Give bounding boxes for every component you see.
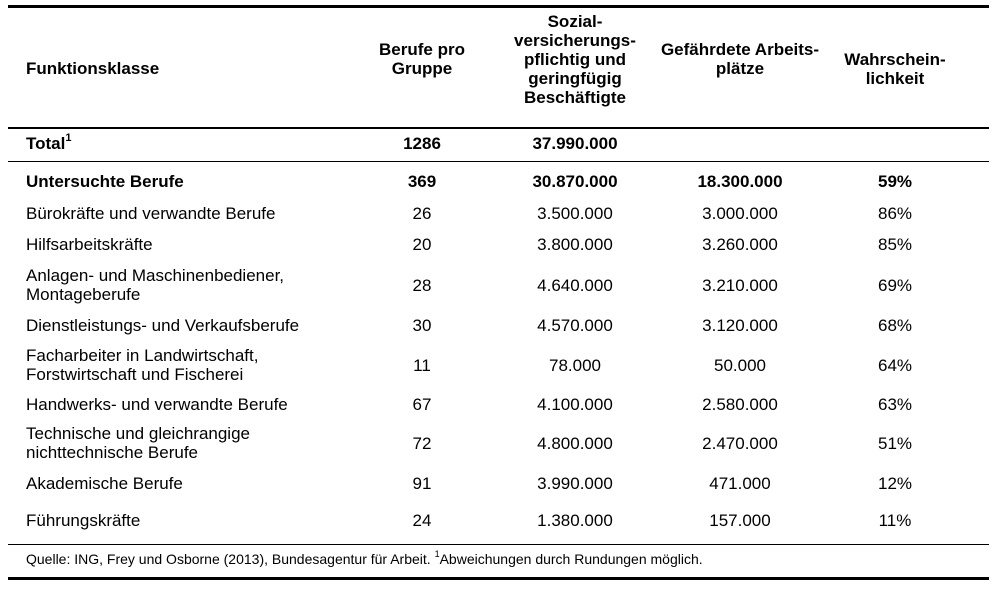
header-line: plätze	[715, 59, 765, 78]
row-label-line: Bürokräfte und verwandte Berufe	[26, 204, 276, 223]
row-wahrscheinlichkeit: 64%	[877, 356, 913, 375]
header-line: Berufe	[379, 40, 433, 59]
row-beschaeftigte: 1.380.000	[537, 511, 613, 530]
header-funktionsklasse: Funktionsklasse	[26, 59, 160, 78]
row-label-line: Akademische Berufe	[26, 474, 183, 493]
table-bottom-rule	[8, 577, 989, 580]
row-gefaehrdete: 50.000	[714, 356, 766, 375]
header-beschaeftigte	[490, 12, 660, 107]
row-beschaeftigte: 3.500.000	[537, 204, 613, 223]
footnote-note: Abweichungen durch Rundungen möglich.	[439, 551, 703, 567]
total-label-text: Total	[26, 134, 66, 153]
row-gefaehrdete: 157.000	[709, 511, 771, 530]
row-label-line: Forstwirtschaft und Fischerei	[26, 365, 244, 384]
row-wahrscheinlichkeit: 68%	[877, 316, 913, 335]
total-rule	[8, 161, 989, 162]
row-label	[26, 316, 386, 335]
row-beschaeftigte: 3.800.000	[537, 235, 613, 254]
row-berufe: 28	[412, 276, 432, 295]
row-beschaeftigte: 4.640.000	[537, 276, 613, 295]
row-wahrscheinlichkeit: 69%	[877, 276, 913, 295]
row-label-line: Hilfsarbeitskräfte	[26, 235, 153, 254]
row-gefaehrdete: 2.470.000	[702, 434, 778, 453]
row-gefaehrdete: 3.210.000	[702, 276, 778, 295]
row-berufe: 11	[413, 356, 431, 375]
row-label	[26, 424, 386, 462]
header-line: Gefährdete	[660, 40, 751, 59]
row-berufe: 26	[412, 204, 432, 223]
row-gefaehrdete: 471.000	[709, 474, 771, 493]
row-gefaehrdete: 3.260.000	[702, 235, 778, 254]
header-wahrscheinlichkeit	[820, 50, 970, 88]
row-label	[26, 474, 386, 493]
source-footnote	[26, 551, 703, 568]
row-label-line: Technische und gleichrangige	[26, 424, 250, 443]
footnote-source: Quelle: ING, Frey und Osborne (2013), Bundesagentur für Arbeit.	[26, 551, 435, 567]
row-label-line: Anlagen- und Maschinenbediener,	[26, 266, 285, 285]
header-line: pflichtig und	[524, 50, 626, 69]
row-berufe: 67	[412, 395, 432, 414]
row-wahrscheinlichkeit: 51%	[877, 434, 913, 453]
row-berufe: 30	[412, 316, 432, 335]
row-gefaehrdete: 2.580.000	[702, 395, 778, 414]
row-label-line: Dienstleistungs- und Verkaufsberufe	[26, 316, 300, 335]
data-end-rule	[8, 544, 989, 545]
row-gefaehrdete: 3.000.000	[702, 204, 778, 223]
header-line: pro	[437, 40, 465, 59]
header-line: lichkeit	[865, 69, 925, 88]
row-label-line: nichttechnische Berufe	[26, 443, 198, 462]
row-wahrscheinlichkeit: 59%	[877, 172, 913, 191]
total-footnote-marker: 1	[65, 132, 72, 145]
row-label	[26, 266, 386, 304]
row-berufe: 91	[412, 474, 432, 493]
row-gefaehrdete: 18.300.000	[697, 172, 783, 191]
total-label	[26, 134, 386, 153]
row-label	[26, 511, 386, 530]
total-beschaeftigte: 37.990.000	[532, 134, 618, 153]
row-wahrscheinlichkeit: 11%	[878, 511, 912, 530]
header-line: Wahrschein-	[844, 50, 946, 69]
row-beschaeftigte: 4.570.000	[537, 316, 613, 335]
row-beschaeftigte: 3.990.000	[537, 474, 613, 493]
row-label-line: Handwerks- und verwandte Berufe	[26, 395, 288, 414]
row-wahrscheinlichkeit: 63%	[877, 395, 913, 414]
row-beschaeftigte: 4.800.000	[537, 434, 613, 453]
table-top-rule	[8, 5, 989, 8]
row-label	[26, 204, 386, 223]
row-berufe: 24	[412, 511, 432, 530]
header-rule	[8, 127, 989, 129]
row-beschaeftigte: 30.870.000	[532, 172, 618, 191]
header-line: Gruppe	[391, 59, 453, 78]
header-berufe-pro-gruppe	[370, 40, 474, 78]
row-label	[26, 172, 386, 191]
row-label	[26, 395, 386, 414]
row-label-line: Facharbeiter in Landwirtschaft,	[26, 346, 259, 365]
row-gefaehrdete: 3.120.000	[702, 316, 778, 335]
header-line: Arbeits-	[754, 40, 820, 59]
footnote-marker: 1	[434, 549, 440, 560]
row-label	[26, 235, 386, 254]
row-label-line: Untersuchte Berufe	[26, 172, 184, 191]
header-line: versicherungs-	[514, 31, 636, 50]
row-label-line: Führungskräfte	[26, 511, 141, 530]
total-berufe: 1286	[403, 134, 441, 153]
header-line: geringfügig	[528, 69, 622, 88]
row-wahrscheinlichkeit: 86%	[877, 204, 913, 223]
row-wahrscheinlichkeit: 12%	[877, 474, 913, 493]
row-beschaeftigte: 78.000	[549, 356, 601, 375]
row-label-line: Montageberufe	[26, 285, 141, 304]
row-wahrscheinlichkeit: 85%	[877, 235, 913, 254]
header-line: Sozial-	[547, 12, 603, 31]
header-line: Beschäftigte	[523, 88, 627, 107]
header-gefaehrdete-arbeitsplaetze	[660, 40, 820, 78]
row-berufe: 20	[412, 235, 432, 254]
row-berufe: 72	[412, 434, 432, 453]
row-berufe: 369	[407, 172, 437, 191]
row-beschaeftigte: 4.100.000	[537, 395, 613, 414]
row-label	[26, 346, 386, 384]
